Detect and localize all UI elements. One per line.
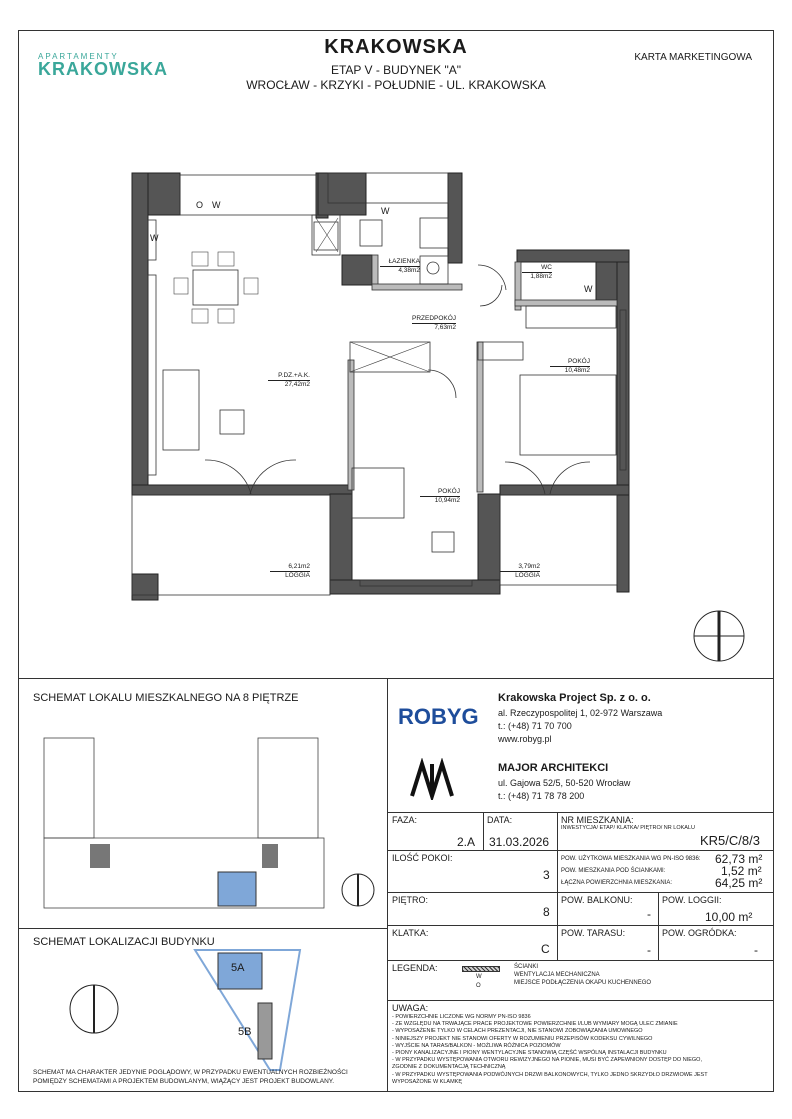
developer-name: Krakowska Project Sp. z o. o.: [498, 692, 651, 704]
wall-loggia-left: [330, 494, 352, 594]
note-line: - WYPOSAŻENIE TYLKO W CELACH PREZENTACJI, NIE STANOWI ZOBOWIĄZANIA UMOWNEGO: [392, 1028, 643, 1035]
developer-phone: t.: (+48) 71 70 700: [498, 721, 572, 731]
page-subtitle-location: WROCŁAW - KRZYKI - POŁUDNIE - UL. KRAKOWSKA: [246, 78, 546, 92]
nr-sublabel: INWESTYCJA/ ETAP/ KLATKA/ PIĘTRO/ NR LOKALU: [561, 825, 695, 831]
note-line: - NINIEJSZY PROJEKT NIE STANOWI OFERTY W ROZUMIENIU PRZEPISÓW KODEKSU CYWILNEGO: [392, 1035, 653, 1042]
data-label: DATA:: [487, 815, 513, 825]
wall-east: [617, 262, 629, 592]
ps-value: 1,52 m²: [721, 864, 762, 878]
robyg-logo: ROBYG: [398, 704, 479, 729]
loggia-label: POW. LOGGII:: [662, 895, 722, 905]
note-line: - POWIERZCHNIE LICZONE WG NORMY PN-ISO 9836: [392, 1014, 531, 1020]
note-line: - W PRZYPADKU WYSTĘPOWANIA PODWÓJNYCH DRZWI BALKONOWYCH, TYLKO JEDNO SKRZYDŁO DRZWIOWE JEST WYPOSAŻONE W KLAMKĘ: [392, 1071, 708, 1085]
page-subtitle-stage: ETAP V - BUDYNEK "A": [330, 63, 462, 77]
building-5a: 5A: [231, 962, 245, 974]
column-sw: [132, 574, 158, 600]
klatka-value: C: [541, 942, 550, 956]
note-line: - WYJŚCIE NA TARAS/BALKON - MOŻLIWA RÓŻNICA POZIOMÓW: [392, 1042, 561, 1049]
hood-marker-o: O: [196, 200, 204, 210]
vent-marker-w: W: [212, 200, 221, 210]
sheet-type-label: KARTA MARKETINGOWA: [634, 52, 752, 63]
pietro-label: PIĘTRO:: [392, 895, 429, 905]
schemat-lokalu-title: SCHEMAT LOKALU MIESZKALNEGO NA 8 PIĘTRZE: [33, 692, 299, 704]
faza-label: FAZA:: [392, 815, 418, 825]
wall-south-right: [500, 485, 629, 495]
wall-north-east: [448, 173, 462, 263]
wall-loggia-right: [478, 494, 500, 594]
legend-item-vent: WENTYLACJA MECHANICZNA: [514, 972, 600, 978]
pu-label: POW. UŻYTKOWA MIESZKANIA WG PN-ISO 9836:: [561, 856, 701, 862]
floor-schema: [30, 712, 380, 922]
schemat-lokalizacji-title: SCHEMAT LOKALIZACJI BUDYNKU: [33, 936, 215, 948]
room-label-pokoj2: POKÓJ 10,94m2: [420, 488, 460, 505]
wall-west: [132, 173, 148, 493]
faza-value: 2.A: [457, 835, 476, 849]
legend-item-walls: ŚCIANKI: [514, 964, 539, 970]
room-label-lazienka: ŁAZIENKA 4,38m2: [380, 258, 420, 275]
pu-value: 62,73 m²: [715, 852, 763, 866]
section-divider: [18, 678, 774, 679]
brand-logo-small: APARTAMENTY: [38, 52, 119, 61]
loggia-value: 10,00 m²: [705, 910, 753, 924]
ogrodek-value: -: [754, 943, 758, 957]
klatka-label: KLATKA:: [392, 928, 429, 938]
architect-name: MAJOR ARCHITEKCI: [498, 762, 609, 774]
nr-value: KR5/C/8/3: [700, 833, 760, 848]
architect-address: ul. Gajowa 52/5, 50-520 Wrocław: [498, 778, 631, 788]
brand-logo: KRAKOWSKA: [38, 59, 168, 79]
room-label-loggia1: 6,21m2 LOGGIA: [270, 563, 310, 580]
page-title: KRAKOWSKA: [324, 36, 468, 58]
nr-label: NR MIESZKANIA:: [561, 815, 634, 825]
wall-south-mid: [330, 580, 500, 594]
room-label-loggia2: 3,79m2 LOGGIA: [500, 563, 540, 580]
schema-disclaimer: SCHEMAT MA CHARAKTER JEDYNIE POGLĄDOWY, W PRZYPADKU EWENTUALNYCH ROZBIEŻNOŚCI POMIĘDZY SCHEMATAMI A PROJEKTEM BUDOWLANYM, WIĄŻĄCY JEST PROJEKT BUDOWLANY.: [33, 1069, 348, 1085]
building-5b: 5B: [238, 1026, 252, 1038]
legend-label: LEGENDA:: [392, 963, 438, 973]
notes-label: UWAGA:: [392, 1003, 429, 1013]
pietro-value: 8: [543, 905, 550, 919]
room-label-przedpokoj: PRZEDPOKÓJ 7,63m2: [412, 315, 457, 331]
taras-label: POW. TARASU:: [561, 928, 626, 938]
data-value: 31.03.2026: [489, 835, 550, 849]
ogrodek-label: POW. OGRÓDKA:: [662, 928, 737, 938]
note-line: - W PRZYPADKU WYSTĘPOWANIA OTWORU REWIZYJNEGO NA PIONIE, MUSI BYĆ ZAPEWNIONY DOSTĘP DO NIEGO, ZGODNIE Z DOKUMENTACJĄ TECHNICZNĄ: [392, 1057, 702, 1071]
ps-label: POW. MIESZKANIA POD ŚCIANKAMI:: [561, 868, 666, 874]
room-label-wc: WC 1,88m2: [522, 264, 552, 281]
developer-web[interactable]: www.robyg.pl: [498, 734, 552, 744]
developer-address: al. Rzeczypospolitej 1, 02-972 Warszawa: [498, 708, 663, 718]
wall-wc-north: [517, 250, 629, 262]
architect-phone: t.: (+48) 71 78 78 200: [498, 791, 585, 801]
notes-list: [392, 1014, 722, 1086]
legend-hood-marker: O: [476, 983, 481, 989]
legend-item-hood: MIEJSCE PODŁĄCZENIA OKAPU KUCHENNEGO: [514, 980, 652, 986]
note-line: - PIONY KANALIZACYJNE I PIONY WENTYLACYJNE STANOWIĄ CZĘŚĆ WSPÓLNĄ INSTALACJI BUDYNKU: [392, 1050, 667, 1057]
vent-marker-w: W: [584, 284, 593, 294]
shaft-column: [342, 255, 372, 285]
vent-marker-w: W: [150, 233, 159, 243]
pokoi-label: ILOŚĆ POKOI:: [392, 853, 453, 863]
section-divider: [387, 678, 388, 1092]
note-line: - ZE WZGLĘDU NA TRWAJĄCE PRACE PROJEKTOWE POWIERZCHNIE I/LUB WYMIARY MOGĄ ULEC ZMIANIE: [392, 1021, 678, 1028]
room-label-pokoj1: POKÓJ 10,48m2: [550, 358, 590, 375]
legend-vent-marker: W: [476, 974, 482, 980]
pl-label: ŁĄCZNA POWIERZCHNIA MIESZKANIA:: [561, 880, 673, 886]
vent-marker-w: W: [381, 206, 390, 216]
legend-wall-swatch: [462, 966, 500, 972]
wall-south-left: [132, 485, 352, 495]
balkon-value: -: [647, 907, 651, 921]
room-label-pdz: P.DZ.+A.K. 27,42m2: [268, 372, 310, 389]
balkon-label: POW. BALKONU:: [561, 895, 633, 905]
taras-value: -: [647, 943, 651, 957]
column-n: [318, 173, 366, 215]
site-schema: [60, 945, 380, 1075]
pokoi-value: 3: [543, 868, 550, 882]
pl-value: 64,25 m²: [715, 876, 763, 890]
architect-logo-icon: [408, 758, 464, 800]
